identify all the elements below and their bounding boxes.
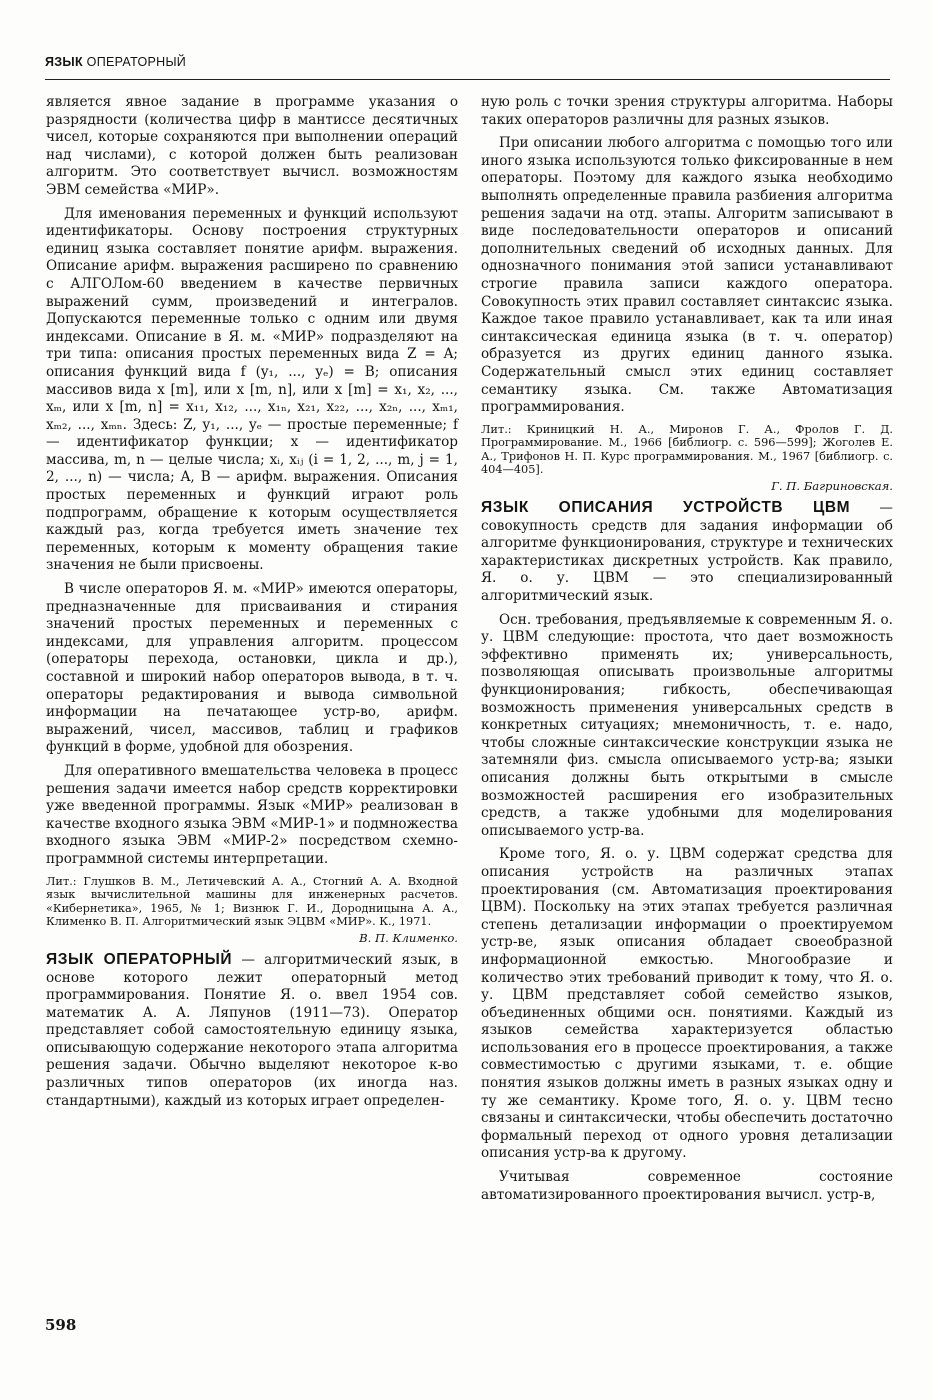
page-number: 598 bbox=[45, 1316, 77, 1334]
dictionary-entry bbox=[481, 499, 893, 606]
dictionary-entry bbox=[46, 951, 458, 1110]
running-head-rest: ОПЕРАТОРНЫЙ bbox=[86, 55, 187, 69]
paragraph: является явное задание в программе указания о разрядности (количества цифр в мантиссе десятичных чисел, которые сохраняются при выполнении операций над числами), с которой должен быть реализован алгоритм. Это соответствует вычисл. возможностям ЭВМ семейства «МИР». bbox=[46, 94, 458, 198]
paragraph: Для именования переменных и функций используют идентификаторы. Основу построения структурных единиц языка составляет понятие арифм. выражения. Описание арифм. выражения расширено по сравнению с АЛГОЛом-60 введением в качестве первичных выражений сумм, произведений и интегралов. Допускаются переменные только с одним или двумя индексами. Описание в Я. м. «МИР» подразделяют на три типа: описания простых переменных вида Z = A; описания функций вида f (y₁, ..., yₑ) = B; описания массивов вида x [m], или x [m, n], или x [m] = x₁, x₂, ..., xₘ, или x [m, n] = x₁₁, x₁₂, ..., x₁ₙ, x₂₁, x₂₂, ..., x₂ₙ, ..., xₘ₁, xₘ₂, ..., xₘₙ. Здесь: Z, y₁, ..., yₑ — простые переменные; f — идентификатор функции; x — идентификатор массива, m, n — целые числа; xᵢ, xᵢⱼ (i = 1, 2, ..., m, j = 1, 2, ..., n) — числа; A, B — арифм. выражения. Описания простых переменных и функций играют роль подпрограмм, обращение к которым осуществляется каждый раз, когда требуется иметь значение тех переменных, которым к моменту обращения такие значения не были присвоены. bbox=[46, 205, 458, 574]
left-column bbox=[46, 94, 458, 1116]
author-signature: Г. П. Багриновская. bbox=[771, 479, 893, 494]
paragraph: В числе операторов Я. м. «МИР» имеются операторы, предназначенные для присваивания и стирания значений простых переменных и переменных с индексами, для управления алгоритм. процессом (операторы перехода, остановки, цикла и др.), составной и широкий набор операторов вывода, в т. ч. операторы редактирования и вывода символьной информации на печатающее устр-во, арифм. выражений, чисел, массивов, таблиц и графиков функций в форме, удобной для обозрения. bbox=[46, 581, 458, 756]
running-head bbox=[45, 55, 186, 69]
paragraph: Осн. требования, предъявляемые к современным Я. о. у. ЦВМ следующие: простота, что дает возможность эффективно применять их; универсальность, позволяющая описывать произвольные алгоритмы функционирования; гибкость, обеспечивающая возможность применения универсальных средств в конкретных ситуациях; мнемоничность, т. е. надо, чтобы сложные синтаксические конструкции языка не затемняли физ. смысла описываемого устр-ва; языки описания должны быть открытыми в смысле возможностей расширения его изобразительных средств, а также удобными для моделирования описываемого устр-ва. bbox=[481, 611, 893, 839]
literature-note: Лит.: Глушков В. М., Летичевский А. А., Стогний А. А. Входной язык вычислительной машины для инженерных расчетов. «Кибернетика», 1965, № 1; Визнюк Г. И., Дородницына А. А., Клименко В. П. Алгоритмический язык ЭЦВМ «МИР». К., 1971. bbox=[46, 874, 458, 929]
paragraph: Учитывая современное состояние автоматизированного проектирования вычисл. устр-в, bbox=[481, 1169, 893, 1203]
entry-headword: ЯЗЫК ОПИСАНИЯ УСТРОЙСТВ ЦВМ bbox=[481, 499, 851, 517]
running-head-bold: ЯЗЫК bbox=[45, 55, 83, 69]
header-rule bbox=[45, 79, 890, 80]
literature-note: Лит.: Криницкий Н. А., Миронов Г. А., Фролов Г. Д. Программирование. М., 1966 [библиогр. с. 596—599]; Жоголев Е. А., Трифонов Н. П. Курс программирования. М., 1967 [библиогр. с. 404—405]. bbox=[481, 422, 893, 477]
right-column bbox=[481, 94, 893, 1210]
paragraph: Для оперативного вмешательства человека в процесс решения задачи имеется набор средств корректировки уже введенной программы. Язык «МИР» реализован в качестве входного языка ЭВМ «МИР-1» и подмножества входного языка ЭВМ «МИР-2» посредством схемно-программной системы интерпретации. bbox=[46, 762, 458, 867]
entry-text: — совокупность средств для задания информации об алгоритме функционирования, структуре и технических характеристиках дискретных устройств. Как правило, Я. о. у. ЦВМ — это специализированный алгоритмический язык. bbox=[481, 500, 893, 605]
author-signature: В. П. Клименко. bbox=[359, 930, 458, 945]
paragraph: Кроме того, Я. о. у. ЦВМ содержат средства для описания устройств на различных этапах проектирования (см. Автоматизация проектирования ЦВМ). Поскольку на этих этапах требуется различная степень детализации информации о проектируемом устр-ве, язык описания обладает своеобразной информационной емкостью. Многообразие и количество этих требований приводит к тому, что Я. о. у. ЦВМ представляет собой семейство языков, объединенных общими осн. понятиями. Каждый из языков семейства характеризуется областью использования его в процессе проектирования, а также совместимостью с другими языками, т. е. общие понятия языков должны иметь в разных языках одну и ту же семантику. Кроме того, Я. о. у. ЦВМ тесно связаны и синтаксически, чтобы обеспечить достаточно формальный переход от одного уровня детализации описания устр-ва к другому. bbox=[481, 846, 893, 1162]
paragraph: При описании любого алгоритма с помощью того или иного языка используются только фиксированные в нем операторы. Поэтому для каждого языка необходимо выполнять определенные правила разбиения алгоритма решения задачи на отд. этапы. Алгоритм записывают в виде последовательности операторов и описаний дополнительных сведений об исходных данных. Для однозначного понимания этой записи устанавливают строгие правила записи каждого оператора. Совокупность этих правил составляет синтаксис языка. Каждое такое правило устанавливает, как та или иная синтаксическая единица языка (в т. ч. оператор) образуется из других единиц данного языка. Содержательный смысл этих единиц составляет семантику языка. См. также Автоматизация программирования. bbox=[481, 135, 893, 416]
entry-headword: ЯЗЫК ОПЕРАТОРНЫЙ bbox=[46, 950, 233, 968]
paragraph: ную роль с точки зрения структуры алгоритма. Наборы таких операторов различны для разных языков. bbox=[481, 94, 893, 128]
entry-text: — алгоритмический язык, в основе которого лежит операторный метод программирования. Понятие Я. о. ввел 1954 сов. математик А. А. Ляпунов (1911—73). Оператор представляет собой самостоятельную единицу языка, описывающую содержание некоторого этапа алгоритма решения задачи. Обычно выделяют некоторое к-во различных типов операторов (их иногда наз. стандартными), каждый из которых играет определен- bbox=[46, 951, 458, 1109]
